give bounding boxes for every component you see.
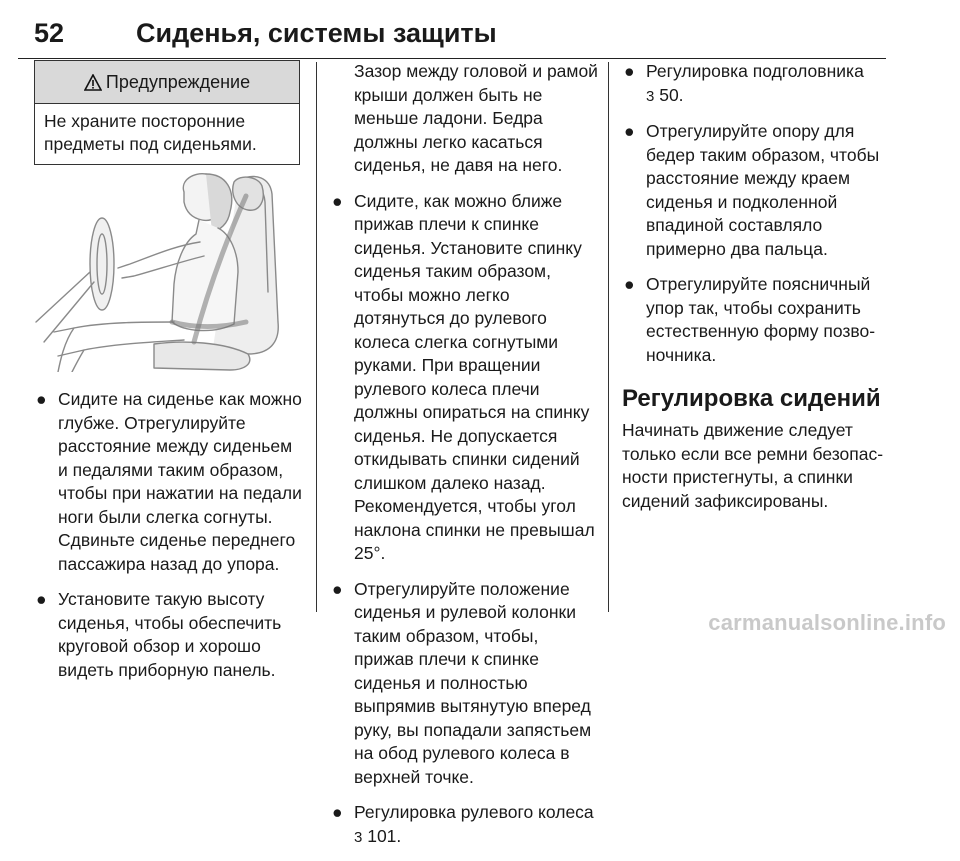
bullet-icon: ● — [624, 121, 635, 141]
list-item: ● Регулировка рулевого колеса 3 101. — [332, 802, 594, 846]
bullet-icon: ● — [624, 61, 635, 81]
list-item: ● Установите такую высоту сиденья, чтобы обеспечить круговой обзор и хорошо видеть приборную панель. — [36, 589, 282, 680]
col2-list — [330, 190, 600, 850]
column-2 — [330, 60, 600, 861]
page-reference-icon: 3 — [354, 828, 363, 846]
list-item: ● Отрегулируйте поясничный упор так, чтобы сохранить естественную форму позвоночника. — [624, 274, 876, 365]
col2-intro: Зазор между головой и рамой крыши должен быть не меньше ладони. Бедра должны легко касаться сиденья, не давя на него. — [354, 61, 598, 175]
column-1 — [34, 60, 302, 680]
warning-text: Не храните посторонние предметы под сиденьями. — [44, 111, 257, 154]
bullet-icon: ● — [332, 190, 343, 211]
page-reference-icon: 3 — [646, 87, 655, 105]
seated-driver-illustration — [34, 172, 298, 372]
list-item: ● Отрегулируйте опору для бедер таким образом, чтобы расстояние между краем сиденья и подколенной впадиной составляло примерно два пальца. — [624, 121, 880, 259]
page-reference[interactable]: 50. — [659, 84, 684, 105]
bullet-icon: ● — [332, 578, 343, 599]
list-item: ● Сидите на сиденье как можно глубже. Отрегулируйте расстояние между сиденьем и педалями таким образом, чтобы при нажатии на педали ноги были слегка согнуты. Сдвиньте сиденье переднего пассажира назад до упора. — [36, 389, 302, 574]
column-3 — [622, 60, 892, 513]
page-title: Сиденья, системы защиты — [136, 18, 497, 48]
page-reference[interactable]: 101. — [367, 825, 402, 846]
warning-box — [34, 60, 300, 165]
watermark: carmanualsonline.info — [708, 610, 946, 635]
list-item: ● Сидите, как можно ближе прижав плечи к спинке сиденья. Установите спинку сиденья таким образом, чтобы можно легко дотянуться до рулевого колеса слегка согнутыми руками. При вращении рулевого колеса плечи должны опираться на спинку сиденья. Не допускается откидывать спинки сидений слишком далеко назад. Рекомендуется, чтобы угол наклона спинки не превышал 25°. — [332, 190, 595, 563]
column-divider — [608, 62, 609, 612]
list-item: ● Регулировка подголовника 3 50. — [624, 61, 864, 105]
warning-header — [35, 61, 299, 104]
col1-list — [34, 388, 304, 694]
bullet-icon: ● — [36, 389, 47, 409]
col3-list — [622, 60, 892, 367]
bullet-icon: ● — [332, 802, 343, 822]
page-number: 52 — [34, 18, 65, 48]
warning-triangle-icon — [84, 74, 102, 91]
section-text: Начинать движение следует только если все ремни безопасности пристегнуты, а спинки сидений зафиксированы. — [622, 420, 884, 511]
section-heading: Регулировка сидений — [622, 385, 881, 412]
column-divider — [316, 62, 317, 612]
bullet-icon: ● — [36, 589, 47, 609]
page-header — [18, 14, 886, 59]
bullet-icon: ● — [624, 274, 635, 294]
list-item: ● Отрегулируйте положение сиденья и рулевой колонки таким образом, чтобы, прижав плечи к спинке сиденья и полностью выпрямив вытянутую вперед руку, вы попадали запястьем на обод рулевого колеса в верхней точке. — [332, 578, 592, 787]
warning-title: Предупреждение — [105, 71, 251, 92]
